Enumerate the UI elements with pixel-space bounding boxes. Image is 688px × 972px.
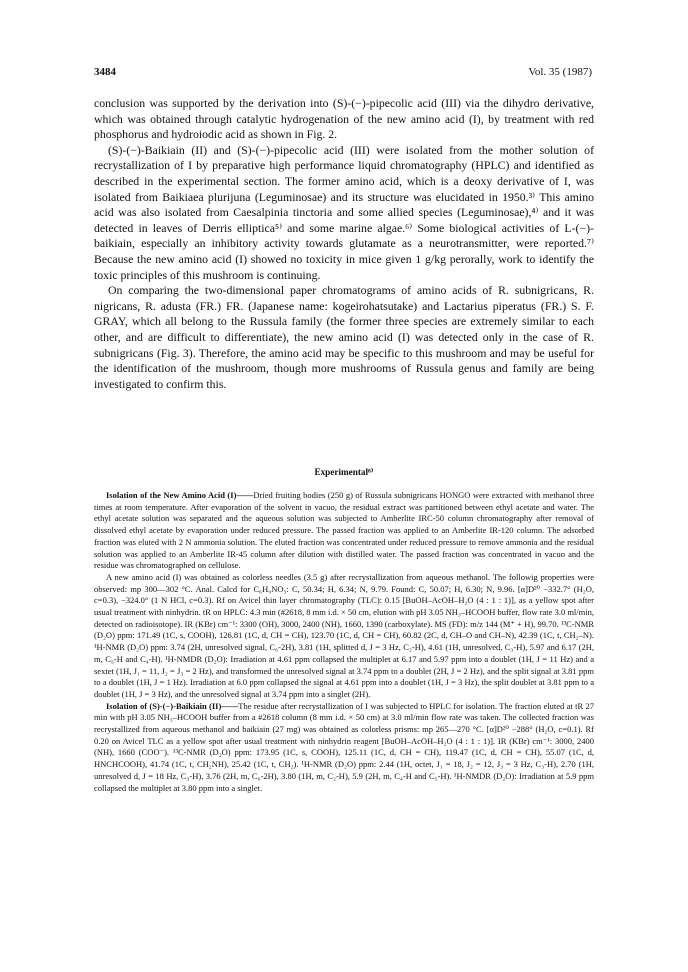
- paragraph-baikiain-isolation: [94, 701, 594, 795]
- paragraph-conclusion: conclusion was supported by the derivation into (S)-(−)-pipecolic acid (III) via the dihydro derivative, which was obtained through catalytic hydrogenation of the new amino acid (I), by treatment with red phosphorus and hydroiodic acid as shown in Fig. 2.: [94, 96, 594, 142]
- paragraph-isolation: [94, 490, 594, 572]
- page-number: 3484: [94, 66, 116, 78]
- heading-baikiain: Isolation of (S)-(−)-Baikiain (II)——: [106, 700, 239, 711]
- journal-volume: Vol. 35 (1987): [528, 66, 592, 78]
- baikiain-text: The residue after recrystallization of I was subjected to HPLC for isolation. The fraction eluted at tR 27 min with pH 3.05 NH₃–HCOOH buffer from a #2618 column (8 mm i.d. × 50 cm) at 3.0 ml/min flow rate was taken. The collected fraction was recrystallized from aqueous methanol and baikiain (27 mg) was obtained as colorless prisms: mp 265—270 °C. [α]D²⁰ −288° (H₂O, c=0.1). Rf 0.20 on Avicel TLC as a yellow spot after usual treatment with ninhydrin reagent [BuOH–AcOH–H₂O (4 : 1 : 1)]. IR (KBr) cm⁻¹: 3000, 2400 (NH), 1660 (COO⁻). ¹³C-NMR (D₂O) ppm: 173.95 (1C, s, COOH), 125.11 (1C, d, CH = CH), 119.47 (1C, d, CH = CH), 55.07 (1C, d, HNCHCOOH), 41.74 (1C, t, CH₂NH), 25.42 (1C, t, CH₂). ¹H-NMR (D₂O) ppm: 2.44 (1H, octet, J₁ = 18, J₂ = 12, J₃ = 3 Hz, C₃-H), 2.70 (1H, unresolved d, J = 18 Hz, C₃-H), 3.76 (2H, m, C₆-2H), 3.80 (1H, m, C₂-H), 5.9 (2H, m, C₄-H and C₅-H). ¹H-NMDR (D₂O): Irradiation at 5.9 ppm collapsed the multiplet at 3.80 ppm into a singlet.: [94, 700, 594, 793]
- section-title-experimental: Experimental⁸⁾: [314, 467, 374, 477]
- experimental-text: [94, 490, 594, 794]
- main-text: [94, 96, 594, 392]
- heading-isolation: Isolation of the New Amino Acid (I)——: [106, 490, 254, 500]
- isolation-text: Dried fruiting bodies (250 g) of Russula subnigricans HONGO were extracted with methanol three times at room temperature. After evaporation of the solvent in vacuo, the residual extract was partitioned between ethyl acetate and water. The ethyl acetate solution was separated and the aqueous solution was subjected to Amberlite IRC-50 column chromatography after removal of dissolved ethyl acetate by evaporation under reduced pressure. The passed fraction was applied to an Amberlite IR-120 column. The adsorbed fraction was eluted with 2 N ammonia solution. The eluted fraction was concentrated under reduced pressure to remove ammonia and the residual solution was applied to an Amberlite IR-45 column after dilution with distilled water. The passed fraction was concentrated in vacuo and the residue was chromatographed on cellulose.: [94, 490, 595, 571]
- paragraph-baikiain: (S)-(−)-Baikiain (II) and (S)-(−)-pipecolic acid (III) were isolated from the mother solution of recrystallization of I by preparative high performance liquid chromatography (HPLC) and identified as described in the experimental section. The former amino acid, which is a deoxy derivative of I, was isolated from Baikiaea plurijuna (Leguminosae) and its structure was elucidated in 1950.³⁾ This amino acid was also isolated from Caesalpinia tinctoria and some allied species (Leguminosae),⁴⁾ and it was detected in leaves of Derris elliptica⁵⁾ and some marine algae.⁶⁾ Some biological activities of L-(−)-baikiain, especially an inhibitory activity towards glutamate as a neurotransmitter, were reported.⁷⁾ Because the new amino acid (I) showed no toxicity in mice given 1 g/kg perorally, work to identify the toxic principles of this mushroom is continuing.: [94, 142, 594, 282]
- paragraph-chromatograms: On comparing the two-dimensional paper chromatograms of amino acids of R. subnigricans, R. nigricans, R. adusta (FR.) FR. (Japanese name: kogeirohatsutake) and Lactarius piperatus (FR.) S. F. GRAY, which all belong to the Russula family (the former three species are extremely similar to each other, and are difficult to differentiate), the new amino acid (I) was detected only in the case of R. subnigricans (Fig. 3). Therefore, the amino acid may be specific to this mushroom and may be useful for the identification of the mushroom, though more mushrooms of Russula genus and family are being investigated to confirm this.: [94, 283, 594, 391]
- paragraph-properties: A new amino acid (I) was obtained as colorless needles (3.5 g) after recrystallization from aqueous methanol. The followig properties were observed: mp 300—302 °C. Anal. Calcd for C₆H₉NO₃: C, 50.34; H, 6.34; N, 9.79. Found: C, 50.07; H, 6.30; N, 9.96. [α]D²⁰ −332.7° (H₂O, c=0.3), −324.0° (1 N HCl, c=0.3). Rf on Avicel thin layer chromatography (TLC): 0.15 [BuOH–AcOH–H₂O (4 : 1 : 1)], as a yellow spot after usual treatment with ninhydrin. tR on HPLC: 4.3 min (#2618, 8 mm i.d. × 50 cm, elution with pH 3.05 NH₃–HCOOH buffer, flow rate 3.0 ml/min, detected on radioisotope). IR (KBr) cm⁻¹: 3300 (OH), 3000, 2400 (NH), 1660, 1390 (carboxylate). MS (FD): m/z 144 (M⁺ + H), 99.70. ¹³C-NMR (D₂O) ppm: 171.49 (1C, s, COOH), 126.81 (1C, d, CH = CH), 123.70 (1C, d, CH = CH), 60.82 (2C, d, CH–O and CH–N), 42.39 (1C, t, CH₂–N). ¹H-NMR (D₂O) ppm: 3.74 (2H, unresolved signal, C₆-2H), 3.81 (1H, splitted d, J = 3 Hz, C₂-H), 4.61 (1H, unresolved, C₃-H), 5.97 and 6.17 (2H, m, C₅-H and C₄-H). ¹H-NMDR (D₂O): Irradiation at 4.61 ppm collapsed the multiplet at 6.17 and 5.97 ppm into a doublet (1H, J = 11 Hz) and a sextet (1H, J₁ = 11, J₂ = J₃ = 2 Hz), and transformed the unresolved signal at 3.74 ppm to a doublet (2H, J = 2 Hz), and the split signal at 3.81 ppm to a doublet (1H, J = 1 Hz). Irradiation at 6.0 ppm collapsed the signal at 4.61 ppm into a doublet (1H, J = 3 Hz), the split doublet at 3.81 ppm to a doublet (1H, J = 3 Hz), and the unresolved signal at 3.74 ppm into a singlet (2H).: [94, 571, 594, 699]
